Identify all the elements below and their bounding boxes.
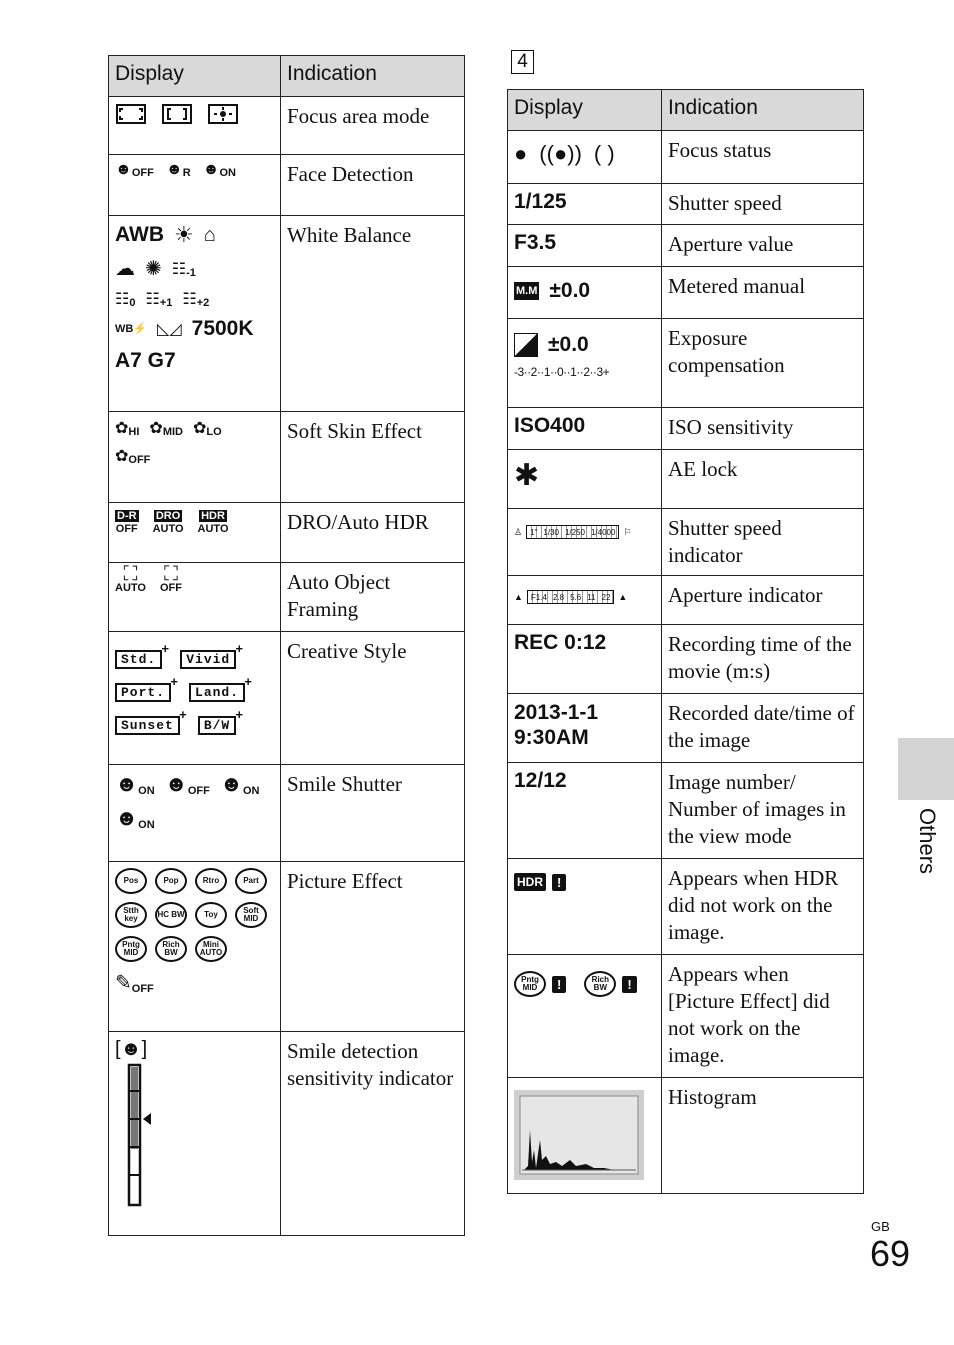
- high-contrast-mono-icon: HC BW: [155, 902, 187, 928]
- soft-skin-lo-icon: ✿ LO: [192, 420, 222, 438]
- hdr-auto-icon: HDR AUTO: [197, 510, 229, 535]
- indication-shutter-speed: Shutter speed: [662, 184, 864, 225]
- warning-icon: !: [552, 874, 566, 891]
- indication-effect-warning: Appears when [Picture Effect] did not work on the image.: [662, 955, 864, 1078]
- hdr-painting-icon: Pntg MID: [115, 936, 147, 962]
- ae-lock-icon: ✱: [514, 459, 540, 492]
- side-tab: [898, 738, 954, 800]
- indication-aperture-indicator: Aperture indicator: [662, 576, 864, 625]
- recorded-date-value: 2013-1-1 9:30AM: [514, 701, 599, 749]
- warning-icon-2: !: [552, 976, 566, 993]
- histogram-image: [514, 1090, 644, 1180]
- iso-value: ISO400: [514, 414, 586, 437]
- dro-off-icon: D-R OFF: [115, 510, 138, 535]
- rich-tone-mono-icon: Rich BW: [155, 936, 187, 962]
- indication-histogram: Histogram: [662, 1078, 864, 1194]
- soft-skin-icons: [109, 412, 281, 503]
- fluorescent-0-icon: ☷ 0: [115, 291, 136, 309]
- page-region-label: GB: [871, 1219, 890, 1234]
- indication-focus-area: Focus area mode: [281, 97, 465, 155]
- retro-photo-icon: Rtro: [195, 868, 227, 894]
- auto-framing-icons: [109, 563, 281, 632]
- dro-icons: [109, 503, 281, 563]
- indication-hdr-warning: Appears when HDR did not work on the image.: [662, 859, 864, 955]
- focus-area-icons: [109, 97, 281, 155]
- custom-wb-icon: ◺◿: [157, 321, 182, 338]
- section-number: 4: [511, 50, 534, 74]
- landscape-icon: ▲: [618, 592, 628, 602]
- pop-color-icon: Pop: [155, 868, 187, 894]
- style-portrait-label: Port. +: [115, 683, 171, 702]
- miniature-icon: Mini AUTO: [195, 936, 227, 962]
- face-detection-registered-icon: ☻ R: [165, 161, 191, 179]
- smile-shutter-icons: [109, 765, 281, 862]
- header-display-2: Display: [508, 90, 662, 131]
- indication-focus-status: Focus status: [662, 131, 864, 184]
- shade-icon: ⌂: [203, 223, 216, 246]
- wide-focus-icon: [115, 103, 147, 125]
- focus-tracking-icon: ( ): [593, 141, 615, 166]
- color-filter-label: A7 G7: [115, 349, 176, 372]
- face-detection-off-icon: ☻ OFF: [115, 161, 154, 179]
- exposure-comp-value: ±0.0: [548, 333, 589, 356]
- picture-effect-icons: [109, 862, 281, 1032]
- smile-on-icon: ☻ ON: [115, 771, 155, 797]
- shutter-speed-value: 1/125: [514, 190, 567, 213]
- style-bw-label: B/W +: [198, 716, 236, 735]
- auto-framing-off-icon: ⛶ OFF: [159, 563, 182, 594]
- indication-ae-lock: AE lock: [662, 450, 864, 509]
- page-number: 69: [870, 1233, 911, 1274]
- indication-recording-time: Recording time of the movie (m:s): [662, 625, 864, 694]
- indication-creative-style: Creative Style: [281, 632, 465, 765]
- soft-skin-off-icon: ✿ OFF: [115, 448, 151, 466]
- awb-label: AWB: [115, 223, 164, 246]
- incandescent-icon: ✺: [145, 258, 162, 280]
- partial-color-icon: Part: [235, 868, 267, 894]
- auto-framing-auto-icon: ⛶ AUTO: [115, 563, 146, 594]
- fluorescent-minus1-icon: ☷ -1: [171, 260, 196, 279]
- focus-status-icons: [508, 131, 662, 184]
- smile-frame-icon: [☻]: [115, 1038, 148, 1060]
- posterization-icon: Pos: [115, 868, 147, 894]
- toy-camera-icon: Toy: [195, 902, 227, 928]
- flash-wb-icon: WB⚡: [115, 322, 148, 335]
- recording-time-value: REC 0:12: [514, 631, 607, 654]
- indication-iso: ISO sensitivity: [662, 408, 864, 450]
- indication-smile-sensitivity: Smile detection sensitivity indicator: [281, 1032, 465, 1236]
- indication-white-balance: White Balance: [281, 216, 465, 412]
- aperture-scale: ▲ F1.4 2.8 5.6 11 22 ▲: [514, 592, 628, 602]
- color-temp-label: 7500K: [191, 317, 254, 340]
- indication-soft-skin: Soft Skin Effect: [281, 412, 465, 503]
- face-detection-on-icon: ☻ ON: [202, 161, 236, 179]
- smile-sensitivity-bar-icon: [115, 1063, 155, 1209]
- header-display: Display: [109, 56, 281, 97]
- mountain-icon: ▲: [514, 592, 523, 602]
- indication-smile-shutter: Smile Shutter: [281, 765, 465, 862]
- style-vivid-label: Vivid +: [180, 650, 236, 669]
- daylight-icon: ☀: [174, 222, 194, 247]
- indication-auto-framing: Auto Object Framing: [281, 563, 465, 632]
- soft-skin-hi-icon: ✿ HI: [115, 420, 140, 438]
- zone-focus-icon: [161, 103, 193, 125]
- indication-shutter-indicator: Shutter speed indicator: [662, 509, 864, 576]
- header-indication: Indication: [281, 56, 465, 97]
- pntg-effect-icon: Pntg MID: [514, 971, 546, 997]
- indication-dro: DRO/Auto HDR: [281, 503, 465, 563]
- smile-on-icon-3: ☻ ON: [115, 805, 155, 831]
- shutter-speed-scale: ♙ 1" 1/30 1/250 1/4000 ⚐: [514, 525, 632, 539]
- exposure-scale: -3··2··1··0··1··2··3+: [514, 365, 610, 379]
- soft-focus-icon: Soft MID: [235, 902, 267, 928]
- indication-metered-manual: Metered manual: [662, 267, 864, 319]
- dro-auto-icon: DRO AUTO: [152, 510, 184, 535]
- smile-sensitivity-icons: [109, 1032, 281, 1236]
- focus-locked-icon: ●: [514, 141, 528, 166]
- picture-effect-off-icon: ✎ OFF: [115, 972, 154, 995]
- indication-image-number: Image number/ Number of images in the view mode: [662, 763, 864, 859]
- rich-bw-effect-icon: Rich BW: [584, 971, 616, 997]
- soft-skin-mid-icon: ✿ MID: [149, 420, 183, 438]
- hdr-icon: HDR: [514, 873, 546, 891]
- header-indication-2: Indication: [662, 90, 864, 131]
- white-balance-icons: [109, 216, 281, 412]
- style-standard-label: Std. +: [115, 650, 162, 669]
- right-indicator-table: [507, 89, 864, 1194]
- person-icon: ♙: [514, 526, 523, 537]
- metered-manual-value: ±0.0: [549, 279, 591, 302]
- smile-off-icon: ☻ OFF: [164, 771, 210, 797]
- style-sunset-label: Sunset +: [115, 716, 180, 735]
- metered-manual-icon: M.M: [514, 282, 539, 300]
- aperture-value: F3.5: [514, 231, 557, 254]
- style-landscape-label: Land. +: [189, 683, 245, 702]
- image-number-value: 12/12: [514, 769, 567, 792]
- cloudy-icon: ☁: [115, 258, 135, 280]
- center-focus-icon: [207, 103, 239, 125]
- soft-high-key-icon: Stth key: [115, 902, 147, 928]
- indication-exposure-comp: Exposure compensation: [662, 319, 864, 408]
- indication-recorded-date: Recorded date/time of the image: [662, 694, 864, 763]
- running-icon: ⚐: [623, 526, 632, 537]
- fluorescent-plus1-icon: ☷ +1: [145, 291, 173, 309]
- smile-on-icon-2: ☻ ON: [219, 771, 260, 797]
- left-indicator-table: [108, 55, 465, 1236]
- exposure-comp-icon: [514, 333, 538, 357]
- indication-aperture-value: Aperture value: [662, 225, 864, 267]
- indication-picture-effect: Picture Effect: [281, 862, 465, 1032]
- face-detection-icons: [109, 155, 281, 216]
- creative-style-icons: [109, 632, 281, 765]
- warning-icon-3: !: [622, 976, 636, 993]
- focus-continuous-icon: ((●)): [539, 141, 582, 166]
- fluorescent-plus2-icon: ☷ +2: [182, 291, 210, 309]
- indication-face-detection: Face Detection: [281, 155, 465, 216]
- side-tab-label: Others: [915, 808, 940, 875]
